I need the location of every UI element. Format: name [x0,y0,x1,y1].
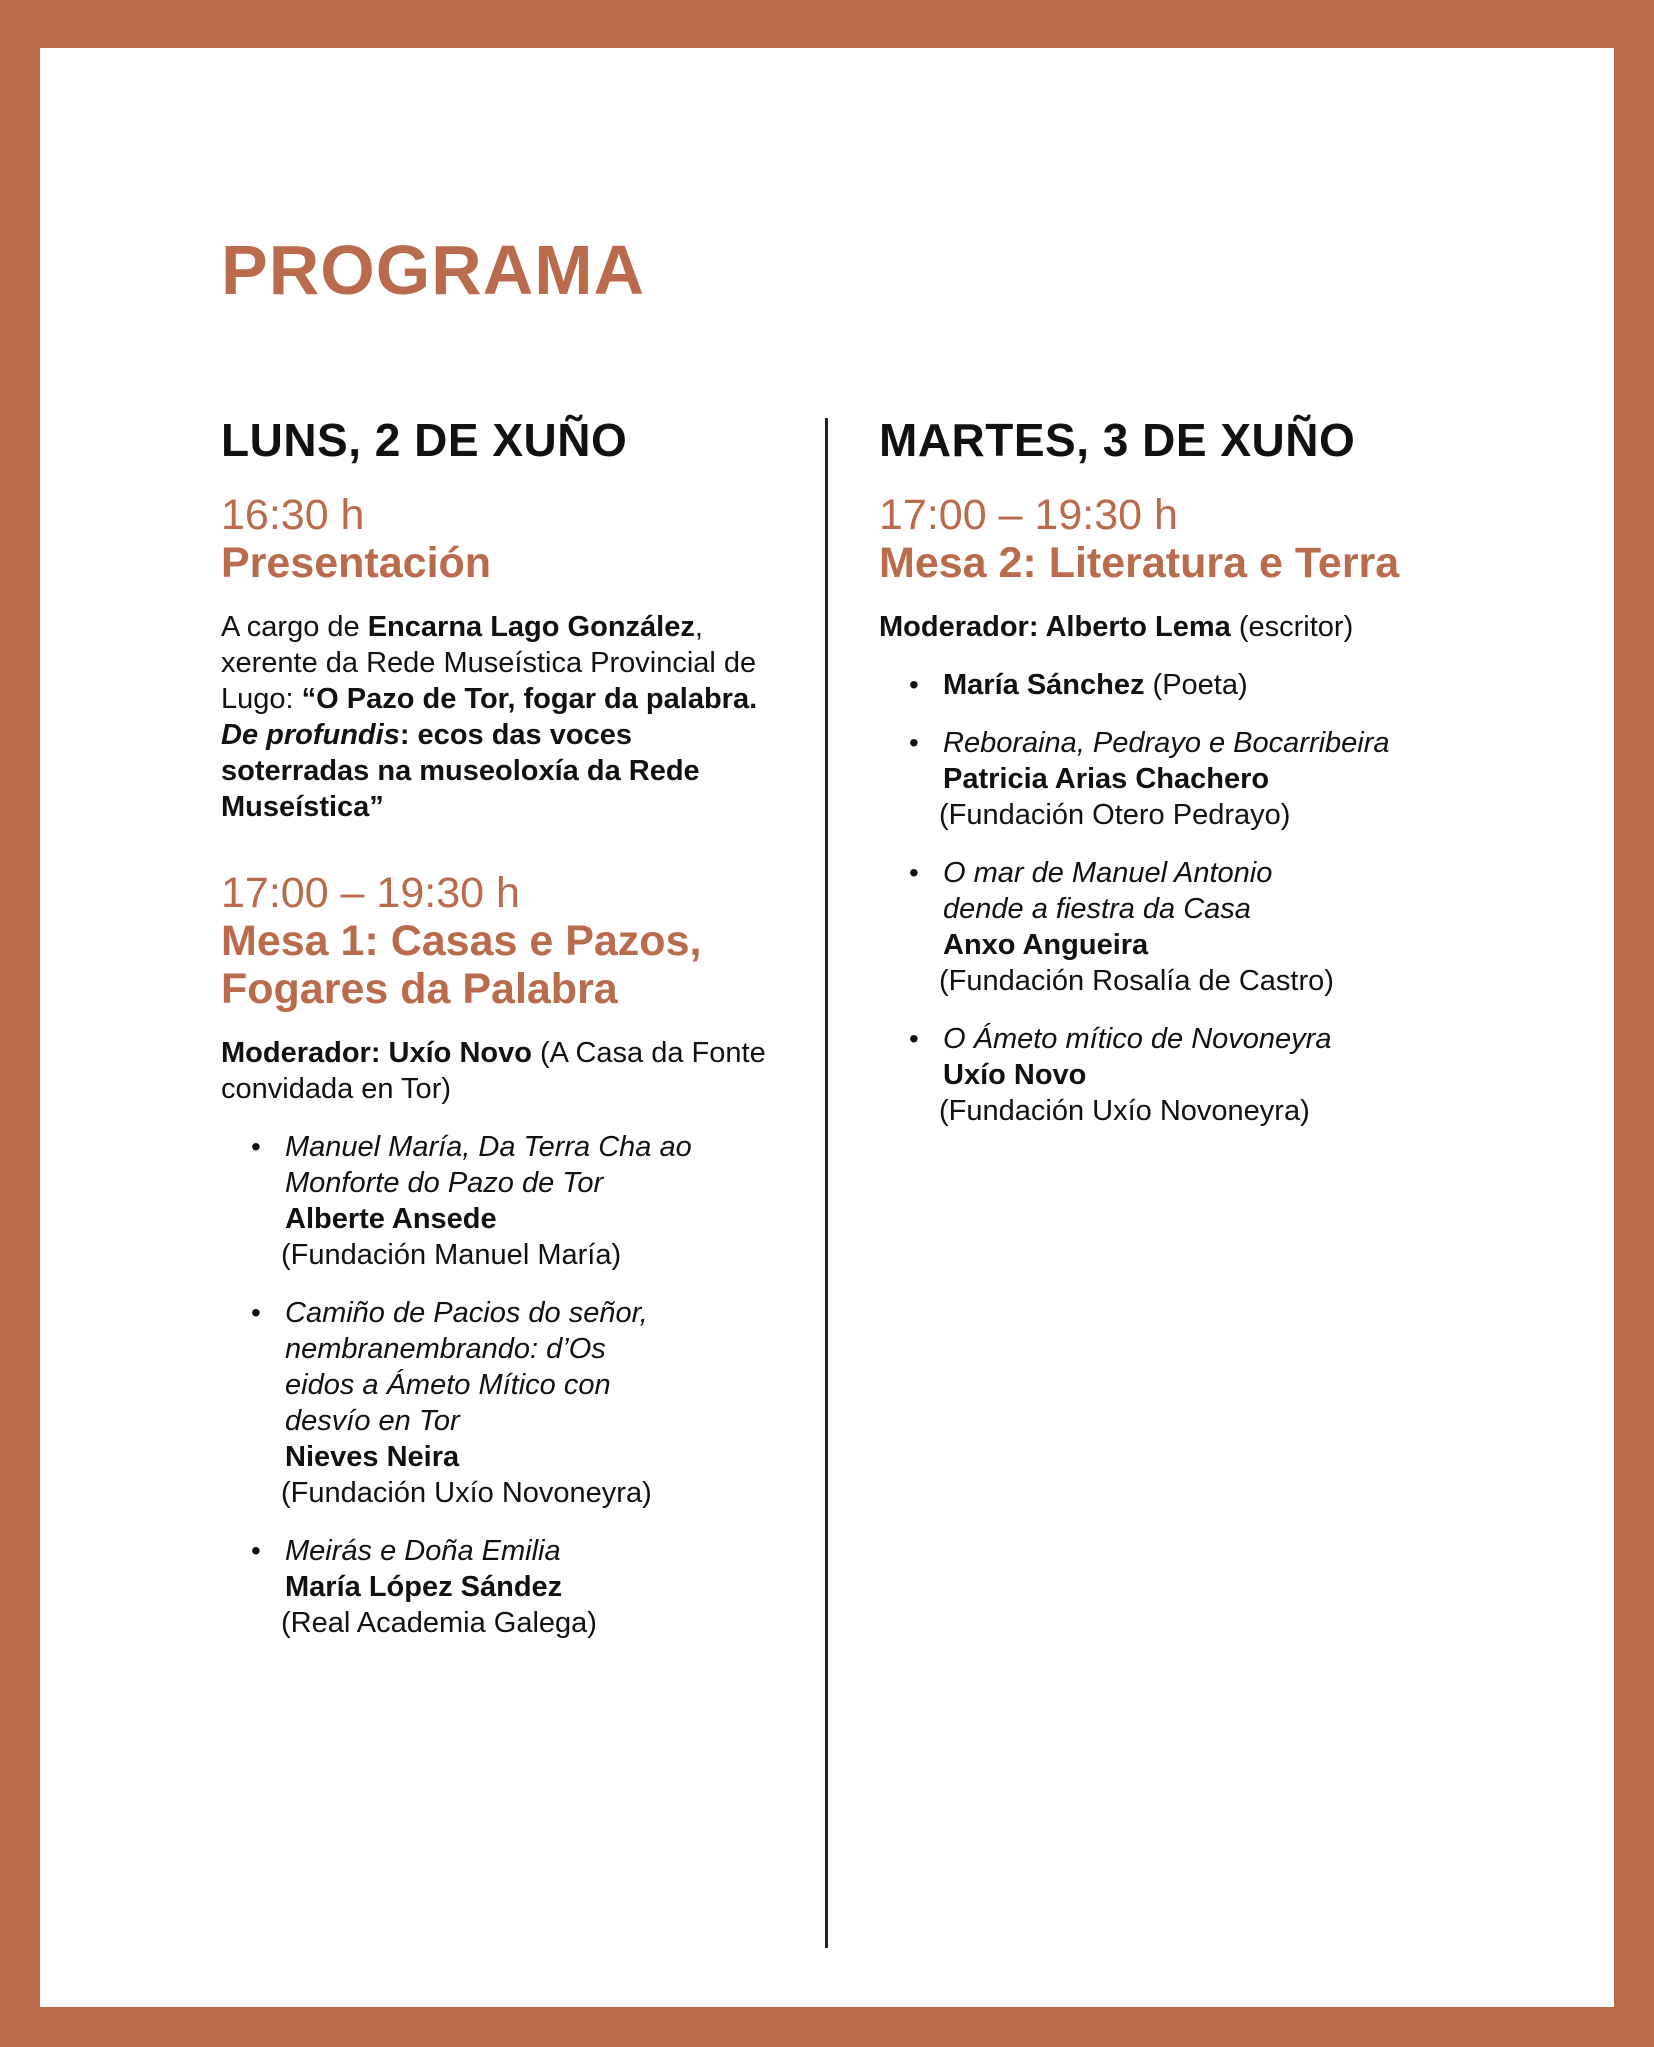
list-item [221,1295,781,1511]
talk-title-line: desvío en Tor [285,1405,460,1437]
speaker-name: Uxío Novo [943,1059,1087,1091]
bullet-icon: • [909,727,919,758]
talk-title-line: Camiño de Pacios do señor, [285,1297,648,1329]
list-item [221,1129,781,1273]
list-item [879,855,1519,999]
quote-italic: De profundis [221,719,400,751]
program-page [40,48,1614,2007]
list-item [879,1021,1519,1129]
bullet-icon: • [909,669,919,700]
talk-title [943,725,1519,761]
session-title-line: Mesa 1: Casas e Pazos, [221,917,702,965]
moderator [221,1035,781,1107]
talk-title-line: Reboraina, Pedrayo e Bocarribeira [943,727,1390,759]
moderator-name: Moderador: Alberto Lema [879,611,1231,643]
moderator-affiliation: (A Casa da Fonte convidada en Tor) [221,1037,766,1105]
bullet-icon: • [251,1131,261,1162]
talk-title [943,855,1519,927]
session-title: Mesa 2: Literatura e Terra [879,539,1400,587]
talk-title [943,1021,1519,1057]
speaker-institution: (Fundación Otero Pedrayo) [939,799,1291,831]
speaker-institution: (Fundación Uxío Novoneyra) [939,1095,1310,1127]
day-heading: MARTES, 3 DE XUÑO [879,414,1356,466]
session-mesa-1 [221,869,781,1641]
speaker-role: (Poeta) [1144,669,1248,701]
talk-title [285,1129,781,1201]
description-text: , xerente da Rede Museística Provincial de Lugo: [221,611,757,715]
quote-part: : ecos das voces soterradas na museoloxía da Rede Museística” [221,719,700,823]
talk-title-line: eidos a Ámeto Mítico con [285,1369,611,1401]
speaker-institution: (Real Academia Galega) [281,1607,597,1639]
talk-title-line: Monforte do Pazo de Tor [285,1167,604,1199]
speaker-name: María Sánchez [943,669,1145,701]
moderator-affiliation: (escritor) [1230,611,1354,643]
list-item [879,725,1519,833]
talk-title-line: Meirás e Doña Emilia [285,1535,561,1567]
bullet-icon: • [909,857,919,888]
talk-title [285,1295,781,1439]
bullet-icon: • [251,1297,261,1328]
bullet-icon: • [909,1023,919,1054]
session-title: Presentación [221,539,492,587]
speaker-institution: (Fundación Uxío Novoneyra) [281,1477,652,1509]
speaker-name: Alberte Ansede [285,1203,497,1235]
talk-title-line: nembranembrando: d’Os [285,1333,606,1365]
page-title: PROGRAMA [221,231,646,309]
moderator-name: Moderador: Uxío Novo [221,1037,532,1069]
talk-title-line: Manuel María, Da Terra Cha ao [285,1131,692,1163]
session-title-line: Fogares da Palabra [221,965,618,1013]
day-column-monday [221,413,781,1663]
talk-title-line: O Ámeto mítico de Novoneyra [943,1023,1332,1055]
session-time: 17:00 – 19:30 h [879,491,1178,539]
talk-title [285,1533,781,1569]
speaker-institution: (Fundación Rosalía de Castro) [939,965,1334,997]
speaker-name: Encarna Lago González [367,611,695,643]
session-time: 16:30 h [221,491,365,539]
talk-list [879,667,1519,1129]
talk-title-line: dende a fiestra da Casa [943,893,1251,925]
bullet-icon: • [251,1535,261,1566]
session-title [221,917,781,1013]
day-column-tuesday [879,413,1519,1151]
session-description [221,609,781,825]
moderator [879,609,1519,645]
day-heading: LUNS, 2 DE XUÑO [221,414,628,466]
speaker-name: Patricia Arias Chachero [943,763,1270,795]
session-time: 17:00 – 19:30 h [221,869,520,917]
description-text: A cargo de [221,611,368,643]
talk-list [221,1129,781,1641]
speaker-name: María López Sández [285,1571,563,1603]
list-item [221,1533,781,1641]
talk-title-line: O mar de Manuel Antonio [943,857,1273,889]
session-presentation [221,491,781,825]
speaker-name: Nieves Neira [285,1441,460,1473]
speaker-institution: (Fundación Manuel María) [281,1239,622,1271]
list-item [879,667,1519,703]
talk-quote [221,683,757,823]
column-divider [825,418,828,1948]
speaker-name: Anxo Angueira [943,929,1149,961]
quote-part: “O Pazo de Tor, fogar da palabra. [301,683,758,715]
